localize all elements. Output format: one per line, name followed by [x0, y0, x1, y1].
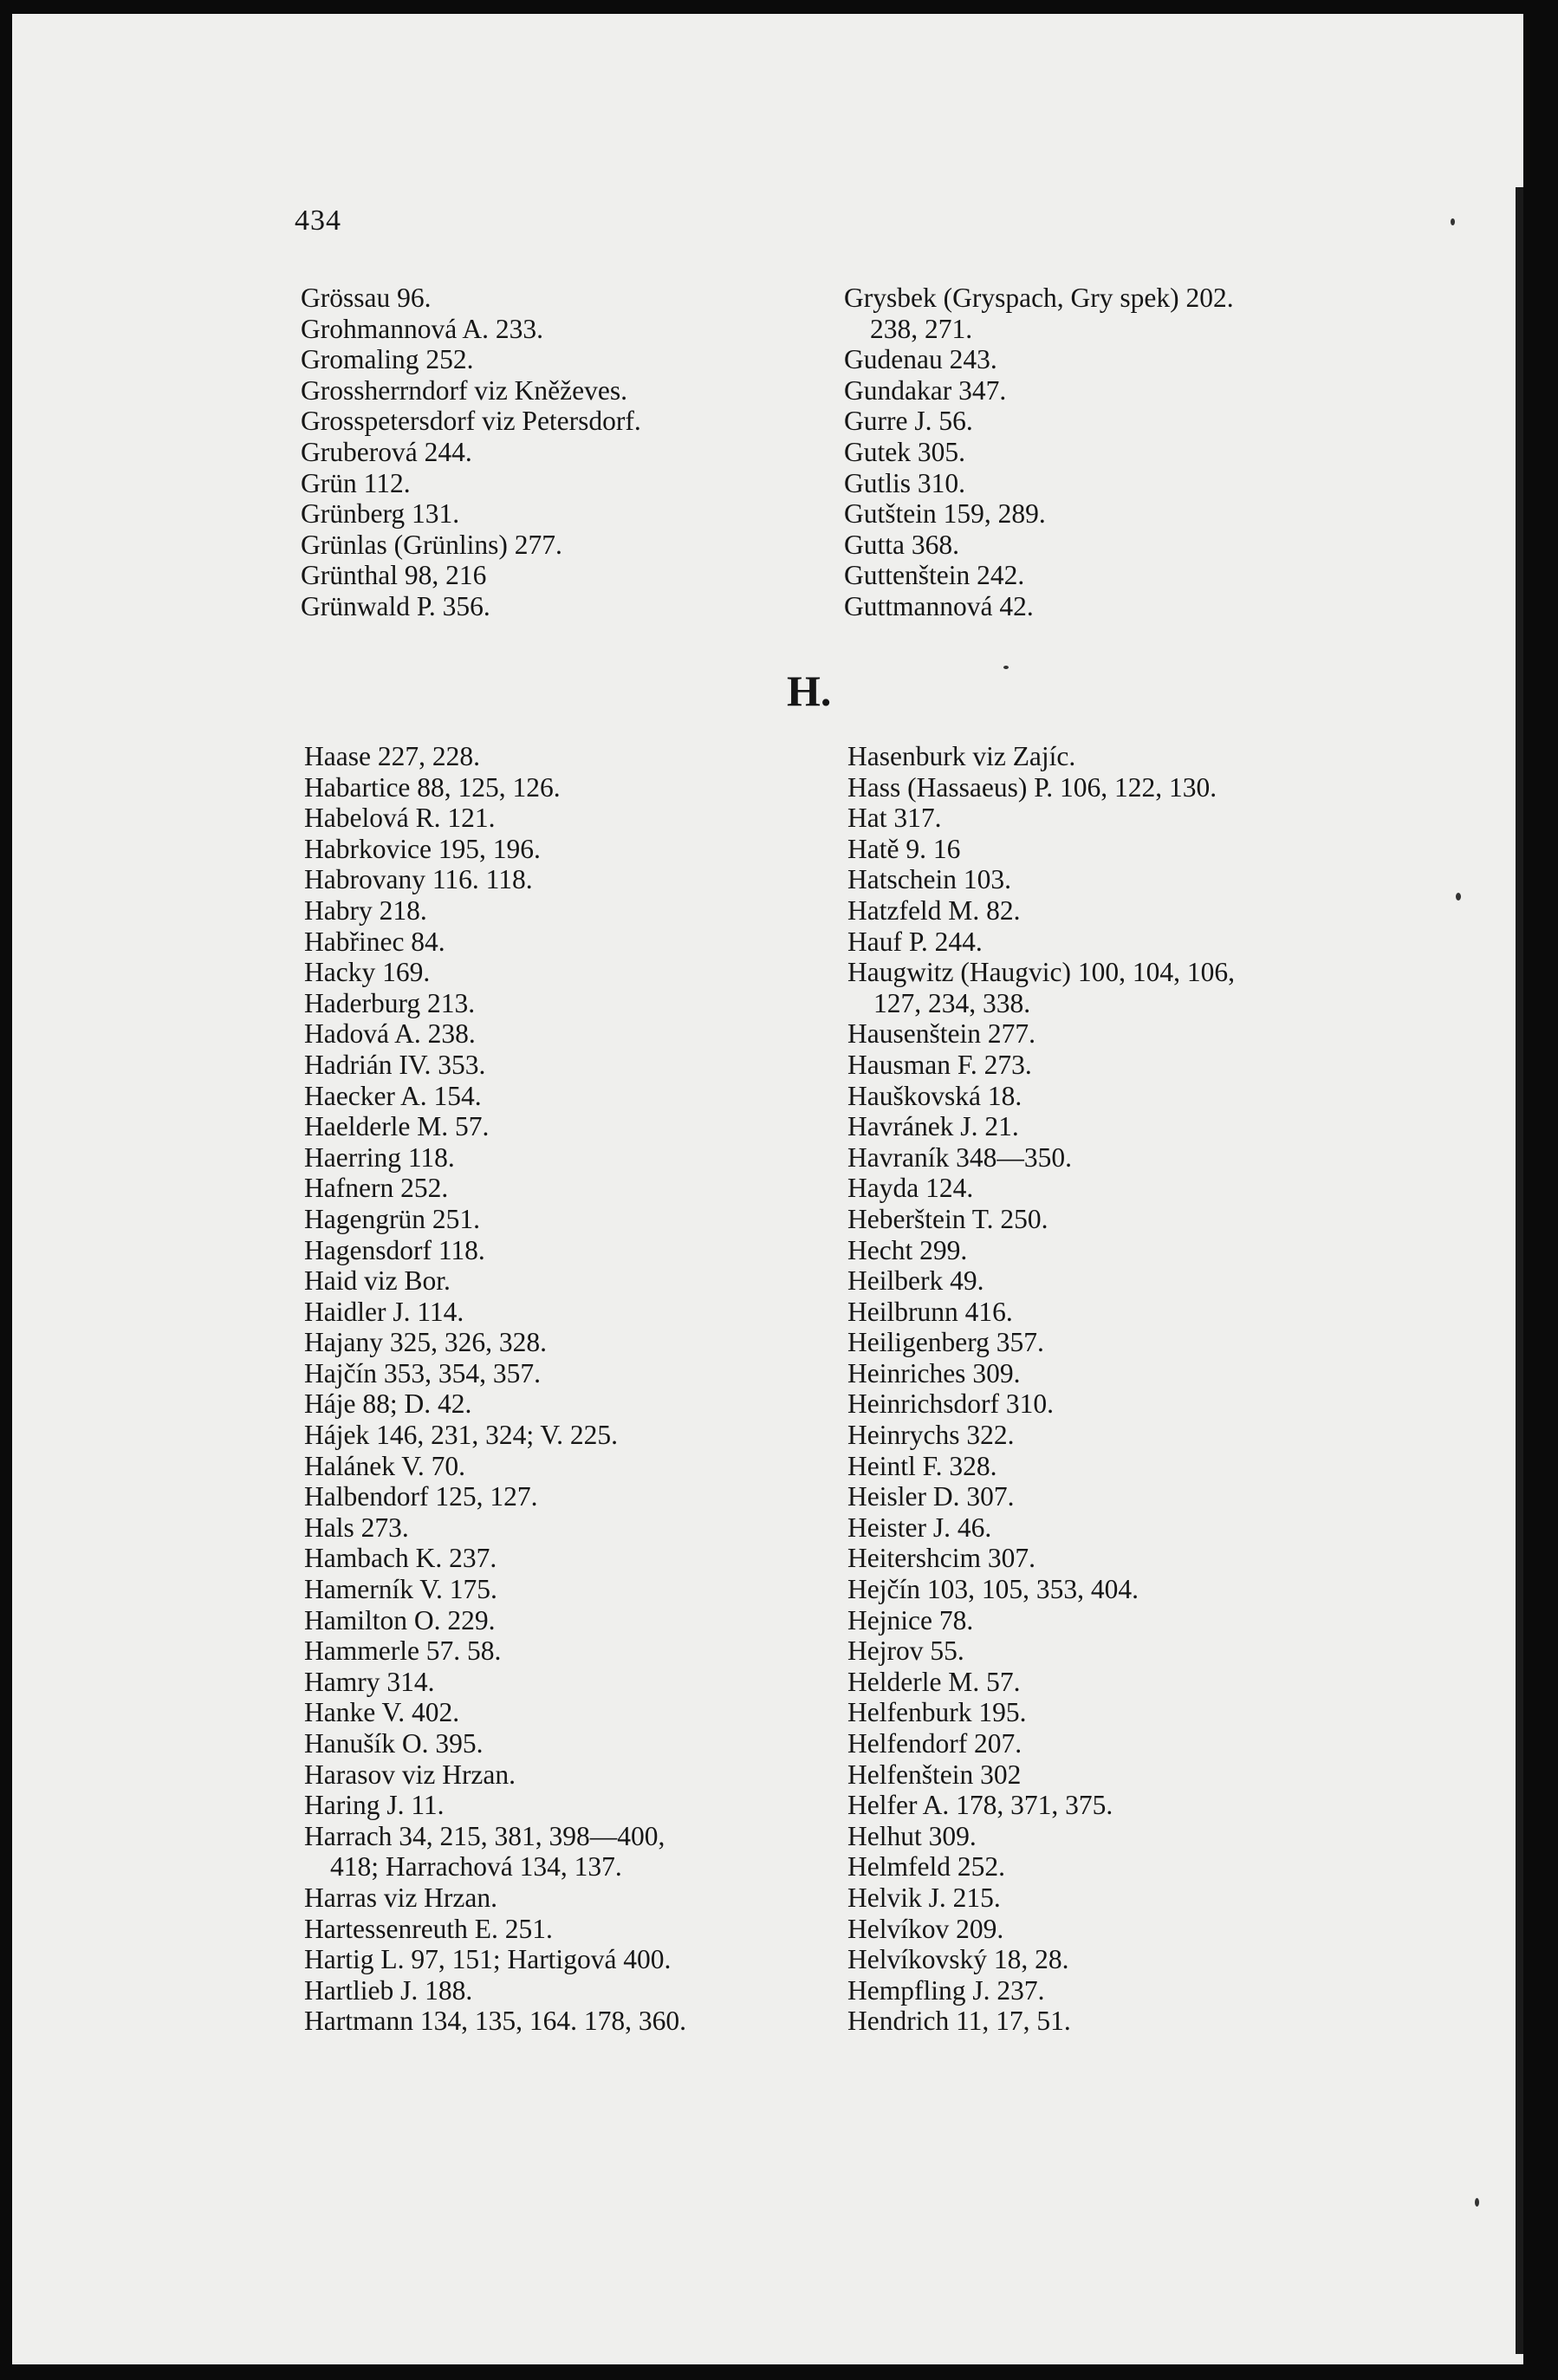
index-entry: Gudenau 243. [844, 344, 997, 375]
index-entry: Habry 218. [304, 894, 427, 926]
index-entry: Helfenštein 302 [847, 1759, 1022, 1790]
index-entry: Hafnern 252. [304, 1173, 449, 1204]
index-entry: Grössau 96. [301, 283, 432, 313]
index-entry: Grosspetersdorf viz Petersdorf. [301, 406, 641, 437]
index-entry: Haerring 118. [304, 1141, 455, 1173]
index-entry: Hejnice 78. [847, 1604, 974, 1635]
ink-speck [1475, 2198, 1479, 2207]
index-entry: Gurre J. 56. [844, 406, 973, 437]
index-entry: Guttmannová 42. [844, 590, 1034, 621]
index-entry: Hempfling J. 237. [847, 1974, 1045, 2006]
index-column-h-left [304, 741, 686, 2037]
index-entry: Heisler D. 307. [847, 1481, 1015, 1512]
index-entry: Hendrich 11, 17, 51. [847, 2006, 1071, 2037]
index-entry: Hejčín 103, 105, 353, 404. [847, 1574, 1139, 1605]
index-entry: Helfenburk 195. [847, 1697, 1027, 1728]
index-entry: Heiligenberg 357. [847, 1327, 1044, 1358]
index-entry: Harrach 34, 215, 381, 398—400, [304, 1820, 665, 1851]
index-entry: Grohmannová A. 233. [301, 313, 543, 344]
index-entry: Helvíkov 209. [847, 1913, 1004, 1944]
index-entry: Hajany 325, 326, 328. [304, 1327, 547, 1358]
index-entry: Heinrychs 322. [847, 1420, 1015, 1451]
index-entry: Gundakar 347. [844, 374, 1007, 406]
index-entry: Hambach K. 237. [304, 1543, 497, 1574]
index-entry: Haring J. 11. [304, 1790, 445, 1821]
index-entry: Hatě 9. 16 [847, 833, 961, 864]
index-entry: Grünlas (Grünlins) 277. [301, 529, 562, 560]
index-entry: Gromaling 252. [301, 344, 474, 375]
index-entry: Haelderle M. 57. [304, 1111, 490, 1142]
index-entry: Grünthal 98, 216 [301, 560, 487, 591]
index-column-h-right [847, 741, 1235, 2037]
index-entry: Heberštein T. 250. [847, 1203, 1048, 1234]
index-entry: Hartessenreuth E. 251. [304, 1913, 553, 1944]
index-entry: Hammerle 57. 58. [304, 1635, 502, 1667]
page-number: 434 [295, 205, 341, 237]
index-entry: Hanke V. 402. [304, 1697, 460, 1728]
index-entry: Hartlieb J. 188. [304, 1974, 473, 2006]
index-entry: Habrovany 116. 118. [304, 864, 533, 895]
index-entry: Halánek V. 70. [304, 1450, 466, 1481]
index-entry: Habřinec 84. [304, 926, 445, 957]
index-entry: Haecker A. 154. [304, 1080, 482, 1111]
index-entry: Hajčín 353, 354, 357. [304, 1357, 541, 1388]
ink-speck [1451, 218, 1455, 225]
index-entry: Helfendorf 207. [847, 1728, 1022, 1759]
index-entry: Helfer A. 178, 371, 375. [847, 1790, 1113, 1821]
index-entry: Heilberk 49. [847, 1265, 984, 1297]
index-entry: Hatzfeld M. 82. [847, 894, 1021, 926]
index-entry: Haid viz Bor. [304, 1265, 451, 1297]
index-entry: Háje 88; D. 42. [304, 1388, 472, 1420]
index-entry: Hejrov 55. [847, 1635, 964, 1667]
index-entry: Grünberg 131. [301, 498, 460, 530]
index-entry: Hatschein 103. [847, 864, 1011, 895]
ink-speck [1456, 893, 1461, 901]
index-entry: Hartig L. 97, 151; Hartigová 400. [304, 1944, 672, 1975]
index-column-top-right [844, 283, 1234, 622]
index-entry: Habelová R. 121. [304, 803, 496, 834]
index-entry: Hat 317. [847, 803, 942, 834]
index-entry: Hauf P. 244. [847, 926, 983, 957]
index-entry: Heister J. 46. [847, 1512, 992, 1543]
index-entry: Haase 227, 228. [304, 741, 480, 771]
index-entry: Hauškovská 18. [847, 1080, 1022, 1111]
index-entry: Harasov viz Hrzan. [304, 1759, 516, 1790]
index-entry: Hamilton O. 229. [304, 1604, 496, 1635]
index-entry: Habartice 88, 125, 126. [304, 771, 561, 803]
index-entry: Habrkovice 195, 196. [304, 833, 541, 864]
index-entry: Hadová A. 238. [304, 1018, 476, 1050]
index-entry: Gutlis 310. [844, 467, 966, 498]
index-entry: Hausenštein 277. [847, 1018, 1035, 1050]
index-entry: Hagensdorf 118. [304, 1234, 485, 1265]
index-entry: Grün 112. [301, 467, 411, 498]
index-entry: Heinriches 309. [847, 1357, 1021, 1388]
index-entry: Haidler J. 114. [304, 1296, 464, 1327]
index-entry: Grysbek (Gryspach, Gry spek) 202. [844, 283, 1234, 313]
index-entry: Haderburg 213. [304, 987, 476, 1018]
index-entry: Hamry 314. [304, 1666, 435, 1697]
index-entry: Hagengrün 251. [304, 1203, 480, 1234]
index-entry: Helvik J. 215. [847, 1882, 1001, 1913]
index-entry: Gruberová 244. [301, 436, 472, 467]
index-entry-continuation: 418; Harrachová 134, 137. [330, 1851, 622, 1883]
index-entry: Helhut 309. [847, 1820, 977, 1851]
index-entry: Gutštein 159, 289. [844, 498, 1046, 530]
index-entry: Hájek 146, 231, 324; V. 225. [304, 1420, 618, 1451]
index-entry: Haugwitz (Haugvic) 100, 104, 106, [847, 957, 1236, 988]
index-entry: Hasenburk viz Zajíc. [847, 741, 1076, 771]
index-entry: Helderle M. 57. [847, 1666, 1021, 1697]
index-entry: Hamerník V. 175. [304, 1574, 497, 1605]
index-entry: Hanušík O. 395. [304, 1728, 484, 1759]
ink-speck [1003, 666, 1009, 669]
page-edge-shadow [1516, 187, 1523, 2354]
index-entry-continuation: 127, 234, 338. [873, 987, 1031, 1018]
index-entry: Gutek 305. [844, 436, 965, 467]
index-entry: Grossherrndorf viz Kněževes. [301, 374, 627, 406]
index-entry: Hayda 124. [847, 1173, 974, 1204]
index-entry: Gutta 368. [844, 529, 959, 560]
index-entry: Heitershcim 307. [847, 1543, 1035, 1574]
index-entry: Hadrián IV. 353. [304, 1049, 486, 1080]
index-entry: Grünwald P. 356. [301, 590, 490, 621]
book-page [12, 14, 1523, 2364]
index-entry: Helmfeld 252. [847, 1851, 1005, 1883]
index-entry: Heinrichsdorf 310. [847, 1388, 1054, 1420]
index-entry: Harras viz Hrzan. [304, 1882, 498, 1913]
index-entry: Halbendorf 125, 127. [304, 1481, 538, 1512]
index-entry: Hass (Hassaeus) P. 106, 122, 130. [847, 771, 1217, 803]
index-entry: Guttenštein 242. [844, 560, 1025, 591]
index-entry: Heintl F. 328. [847, 1450, 997, 1481]
index-entry: Hacky 169. [304, 957, 431, 988]
index-entry: Havraník 348—350. [847, 1141, 1072, 1173]
index-entry: Helvíkovský 18, 28. [847, 1944, 1069, 1975]
index-entry: Havránek J. 21. [847, 1111, 1019, 1142]
index-entry: Hausman F. 273. [847, 1049, 1032, 1080]
index-entry: Hartmann 134, 135, 164. 178, 360. [304, 2006, 686, 2037]
index-entry: Hals 273. [304, 1512, 409, 1543]
index-entry: Heilbrunn 416. [847, 1296, 1013, 1327]
index-entry-continuation: 238, 271. [870, 313, 973, 344]
index-column-top-left [301, 283, 641, 622]
section-heading: H. [787, 667, 832, 715]
index-entry: Hecht 299. [847, 1234, 968, 1265]
